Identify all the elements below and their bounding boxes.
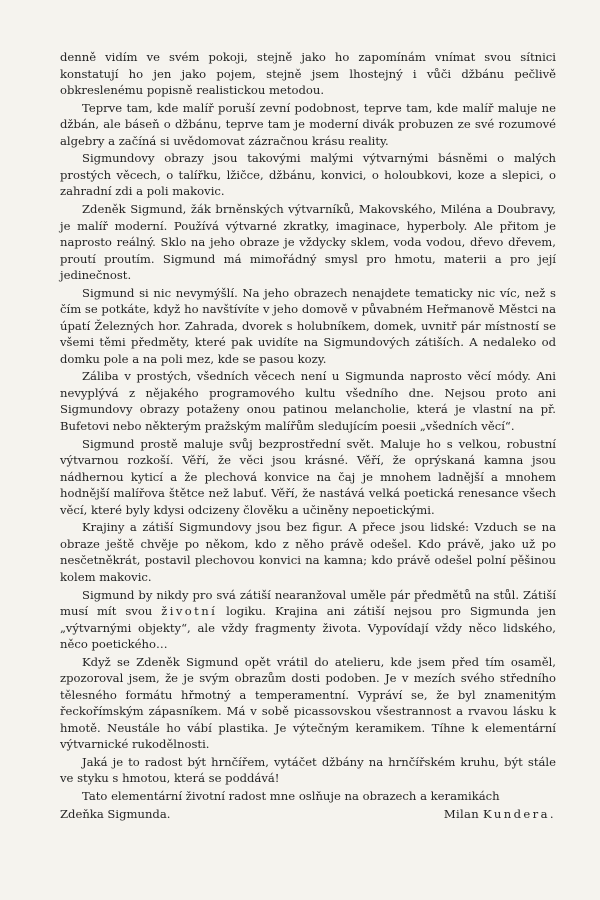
paragraph: Jaká je to radost být hrnčířem, vytáčet džbány na hrnčířském kruhu, být stále ve styku s hmotou, která se poddává! bbox=[60, 754, 556, 786]
paragraph: Krajiny a zátiší Sigmundovy jsou bez figur. A přece jsou lidské: Vzduch se na obraze ještě chvěje po někom, kdo z něho právě odešel. Kdo právě, jako už po nesčetněkrát, postavil plechovou konvici na kamna; kdo právě odešel polní pěšinou kolem makovic. bbox=[60, 520, 556, 584]
paragraph-text: logiku. Krajina ani zátiší nejsou pro Sigmunda jen „výtvarnými objekty“, ale vždy fragmenty života. Vypovídají vždy něco lidského, něco poetického… bbox=[60, 604, 556, 651]
emphasized-word: životní bbox=[161, 604, 218, 618]
author-last-name: Kundera. bbox=[483, 806, 556, 821]
paragraph: Záliba v prostých, všedních věcech není u Sigmunda naprosto věcí módy. Ani nevyplývá z nějakého programového kultu všedního dne. Nejsou proto ani Sigmundovy obrazy potaženy onou patinou melancholie, která je vlastní na př. Bufetovi nebo některým pražským malířům sledujícím poesii „všedních věcí“. bbox=[60, 369, 556, 433]
paragraph: Teprve tam, kde malíř poruší zevní podobnost, teprve tam, kde malíř maluje ne džbán, ale báseň o džbánu, teprve tam je moderní divák probuzen ze své rozumové algebry a začíná si uvědomovat zázračnou krásu reality. bbox=[60, 100, 556, 148]
paragraph: Sigmund si nic nevymýšlí. Na jeho obrazech nenajdete tematicky nic víc, než s čím se potkáte, když ho navštívíte v jeho domově v půvabném Heřmanově Městci na úpatí Železných hor. Zahrada, dvorek s holubníkem, domek, uvnitř pár místností se všemi těmi předměty, které pak uvidíte na Sigmundových zátiších. A nedaleko od domku pole a na poli mez, kde se pasou kozy. bbox=[60, 285, 556, 366]
paragraph-text: Sigmund by nikdy pro svá zátiší nearanžoval uměle pár předmětů na stůl. Zátiší musí mít svou bbox=[60, 587, 556, 618]
paragraph: Sigmundovy obrazy jsou takovými malými výtvarnými básněmi o malých prostých věcech, o talířku, lžičce, džbánu, konvici, o holoubkovi, koze a slepici, o zahradní zdi a poli makovic. bbox=[60, 151, 556, 199]
paragraph: Když se Zdeněk Sigmund opět vrátil do atelieru, kde jsem před tím osaměl, zpozoroval jsem, že je svým obrazům dosti podoben. Je v mezích svého středního tělesného formátu hřmotný a temperamentní. Vypráví se, že byl znamenitým řeckořímským zápasníkem. Má v sobě picassovskou všestrannost a rvavou lásku k hmotě. Neustále ho vábí plastika. Je výtečným keramikem. Tíhne k elementární výtvarnické rukodělnosti. bbox=[60, 654, 556, 752]
paragraph: denně vidím ve svém pokoji, stejně jako ho zapomínám vnímat svou sítnici konstatují ho jen jako pojem, stejně jsem lhostejný i vůči džbánu pečlivě obkreslenému popisně realistickou metodou. bbox=[60, 50, 556, 97]
author-signature bbox=[444, 806, 556, 823]
paragraph bbox=[60, 587, 556, 653]
paragraph: Sigmund prostě maluje svůj bezprostřední svět. Maluje ho s velkou, robustní výtvarnou rozkoší. Věří, že věci jsou krásné. Věří, že oprýskaná kamna jsou nádhernou kyticí a že plechová konvice na čaj je mnohem ladnější a mnohem hodnější malířova štětce než labuť. Věří, že nastává velká poetická renesance všech věcí, které byly kdysi odcizeny člověku a učiněny nepoetickými. bbox=[60, 436, 556, 517]
closing-line bbox=[60, 806, 556, 823]
closing-text: Zdeňka Sigmunda. bbox=[60, 806, 171, 821]
paragraph: Tato elementární životní radost mne oslňuje na obrazech a keramikách bbox=[82, 789, 500, 804]
author-first-name: Milan bbox=[443, 806, 480, 821]
paragraph: Zdeněk Sigmund, žák brněnských výtvarníků, Makovského, Miléna a Doubravy, je malíř moderní. Používá výtvarné zkratky, imaginace, hyperboly. Ale přitom je naprosto reálný. Sklo na jeho obraze je vždycky sklem, voda vodou, dřevo dřevem, proutí proutím. Sigmund má mimořádný smysl pro hmotu, materii a pro její jedinečnost. bbox=[60, 202, 556, 283]
article-body bbox=[60, 49, 556, 823]
